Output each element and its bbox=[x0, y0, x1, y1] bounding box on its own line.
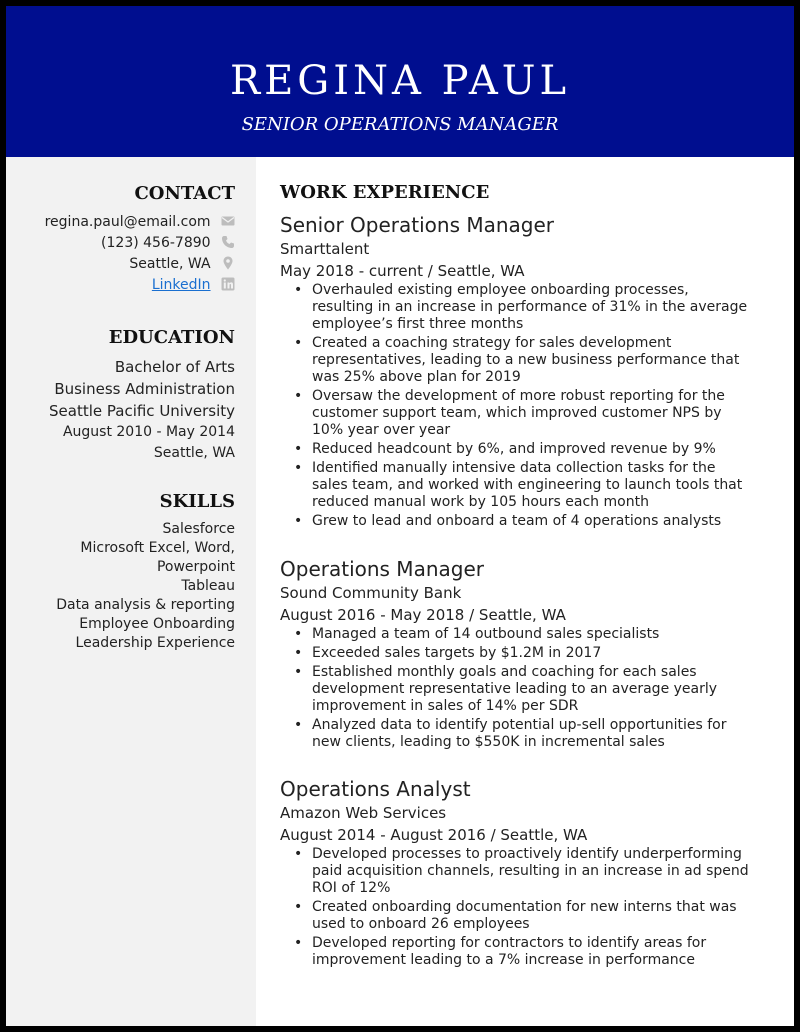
job-bullet: • Exceeded sales targets by $1.2M in 2017 bbox=[280, 645, 750, 662]
linkedin-icon bbox=[221, 277, 235, 291]
job-bullet-list bbox=[280, 282, 750, 530]
job-dates-location: August 2016 - May 2018 / Seattle, WA bbox=[280, 606, 566, 624]
resume-page bbox=[6, 6, 794, 1026]
job-company: Sound Community Bank bbox=[280, 584, 462, 602]
work-experience-heading: WORK EXPERIENCE bbox=[280, 182, 490, 203]
job-bullet: • Reduced headcount by 6%, and improved revenue by 9% bbox=[280, 441, 750, 458]
contact-email[interactable]: regina.paul@email.com bbox=[44, 214, 211, 230]
job-company: Amazon Web Services bbox=[280, 804, 447, 822]
job-bullet: • Overhauled existing employee onboarding processes, resulting in an increase in performance of 31% in the average employee’s first three months bbox=[280, 282, 750, 333]
job-bullet: • Developed reporting for contractors to identify areas for improvement leading to a 7% increase in performance bbox=[280, 935, 750, 969]
education-heading: EDUCATION bbox=[108, 327, 235, 348]
skill-item: Data analysis & reporting bbox=[56, 597, 235, 613]
education-dates: August 2010 - May 2014 bbox=[62, 424, 235, 440]
contact-heading: CONTACT bbox=[134, 183, 235, 204]
contact-section bbox=[15, 183, 235, 296]
phone-icon bbox=[221, 235, 235, 249]
job-dates-location: May 2018 - current / Seattle, WA bbox=[280, 262, 525, 280]
job-bullet: • Created onboarding documentation for new interns that was used to onboard 26 employees bbox=[280, 899, 750, 933]
job-entry bbox=[280, 556, 750, 753]
map-pin-icon bbox=[221, 256, 235, 270]
contact-linkedin-row bbox=[15, 275, 235, 296]
job-dates-location: August 2014 - August 2016 / Seattle, WA bbox=[280, 826, 588, 844]
candidate-title: SENIOR OPERATIONS MANAGER bbox=[241, 114, 559, 135]
resume-header bbox=[6, 6, 794, 157]
job-bullet: • Created a coaching strategy for sales development representatives, leading to a new business performance that was 25% above plan for 2019 bbox=[280, 335, 750, 386]
job-bullet: • Grew to lead and onboard a team of 4 operations analysts bbox=[280, 513, 750, 530]
skill-item: Microsoft Excel, Word, bbox=[80, 540, 235, 556]
skill-item: Leadership Experience bbox=[75, 635, 235, 651]
education-degree: Bachelor of Arts bbox=[114, 358, 235, 376]
contact-location-row bbox=[15, 254, 235, 275]
job-title: Operations Analyst bbox=[280, 777, 471, 801]
sidebar bbox=[6, 157, 256, 1026]
job-company: Smarttalent bbox=[280, 240, 370, 258]
job-bullet: • Developed processes to proactively identify underperforming paid acquisition channels, resulting in an increase in ad spend ROI of 12% bbox=[280, 846, 750, 897]
job-bullet-list bbox=[280, 846, 750, 969]
skill-item: Tableau bbox=[181, 578, 235, 594]
job-bullet-list bbox=[280, 626, 750, 751]
skills-heading: SKILLS bbox=[159, 491, 235, 512]
skill-item: Powerpoint bbox=[156, 559, 235, 575]
job-bullet: • Identified manually intensive data collection tasks for the sales team, and worked with engineering to launch tools that reduced manual work by 105 hours each month bbox=[280, 460, 750, 511]
skill-item: Employee Onboarding bbox=[79, 616, 235, 632]
candidate-name: REGINA PAUL bbox=[229, 58, 571, 104]
job-bullet: • Managed a team of 14 outbound sales specialists bbox=[280, 626, 750, 643]
job-entry bbox=[280, 212, 750, 532]
job-entry bbox=[280, 776, 750, 971]
job-title: Operations Manager bbox=[280, 557, 484, 581]
envelope-icon bbox=[221, 214, 235, 228]
skills-section bbox=[15, 491, 235, 653]
skill-item: Salesforce bbox=[162, 521, 235, 537]
job-title: Senior Operations Manager bbox=[280, 213, 555, 237]
contact-location: Seattle, WA bbox=[129, 256, 211, 272]
contact-phone: (123) 456-7890 bbox=[101, 235, 211, 251]
education-school: Seattle Pacific University bbox=[49, 402, 235, 420]
education-location: Seattle, WA bbox=[153, 445, 235, 461]
contact-phone-row bbox=[15, 233, 235, 254]
education-major: Business Administration bbox=[54, 380, 235, 398]
job-bullet: • Established monthly goals and coaching for each sales development representative leading to an average yearly improvement in sales of 14% per SDR bbox=[280, 664, 750, 715]
education-section bbox=[15, 327, 235, 464]
job-bullet: • Oversaw the development of more robust reporting for the customer support team, which improved customer NPS by 10% year over year bbox=[280, 388, 750, 439]
linkedin-link[interactable]: LinkedIn bbox=[151, 277, 211, 293]
contact-email-row bbox=[15, 212, 235, 233]
job-bullet: • Analyzed data to identify potential up-sell opportunities for new clients, leading to $550K in incremental sales bbox=[280, 717, 750, 751]
